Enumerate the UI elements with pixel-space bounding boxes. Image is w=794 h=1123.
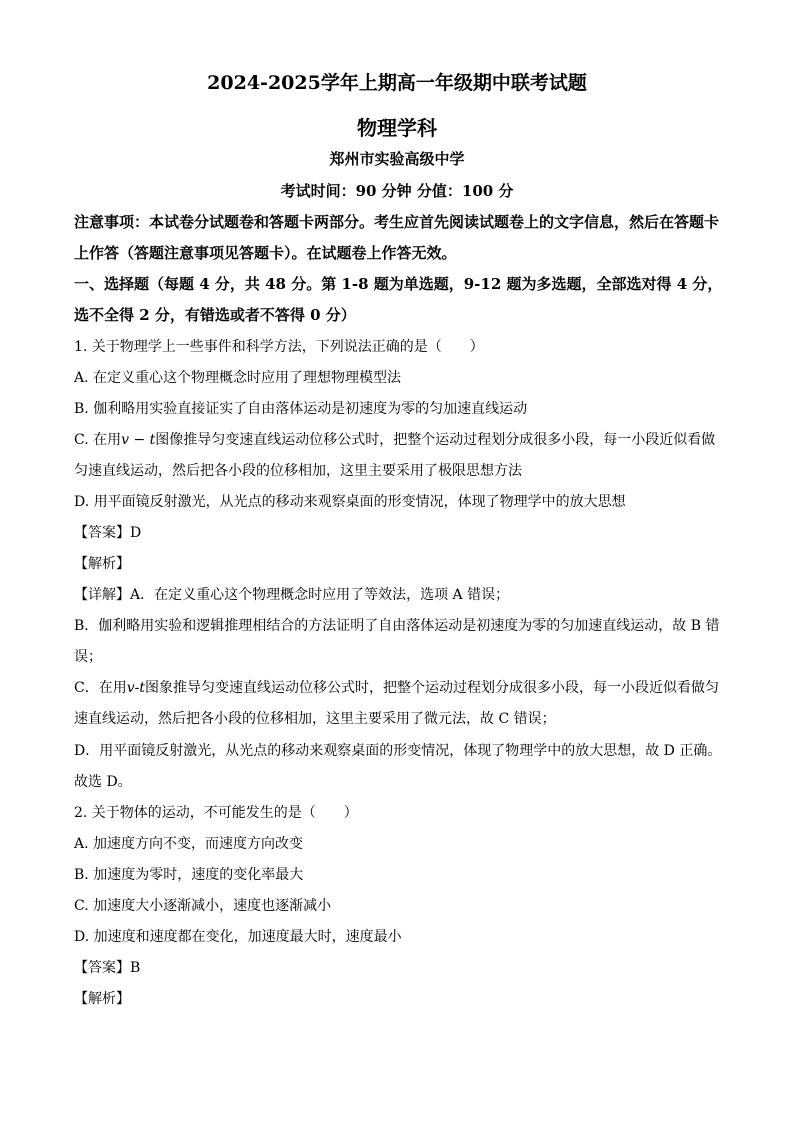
question-1-option-c-cont: 匀速直线运动，然后把各小段的位移相加，这里主要采用了极限思想方法 bbox=[74, 463, 522, 479]
question-1-detail-a: 【详解】A．在定义重心这个物理概念时应用了等效法，选项 A 错误； bbox=[74, 587, 510, 603]
question-1-analysis: 【解析】 bbox=[74, 556, 130, 572]
question-1-option-a: A. 在定义重心这个物理概念时应用了理想物理模型法 bbox=[74, 370, 402, 386]
math-vt-detail: v-t bbox=[126, 680, 145, 696]
notice: 注意事项：本试卷分试题卷和答题卡两部分。考生应首先阅读试题卷上的文字信息，然后在答题卡上作答（答题注意事项见答题卡）。在试题卷上作答无效。 bbox=[74, 213, 720, 262]
question-2-option-b: B. 加速度为零时，速度的变化率最大 bbox=[74, 867, 304, 883]
question-1-stem: 1. 关于物理学上一些事件和科学方法，下列说法正确的是（ ） bbox=[74, 339, 484, 355]
question-2-option-c: C. 加速度大小逐渐减小，速度也逐渐减小 bbox=[74, 898, 332, 914]
question-1-option-b: B. 伽利略用实验直接证实了自由落体运动是初速度为零的匀加速直线运动 bbox=[74, 401, 528, 417]
question-1-option-c: C. 在用v − t图像推导匀变速直线运动位移公式时，把整个运动过程划分成很多小段，每一小段近似看做 bbox=[74, 432, 716, 448]
question-1-detail-d: D．用平面镜反射激光，从光点的移动来观察桌面的形变情况，体现了物理学中的放大思想，故 D 正确。 bbox=[74, 743, 722, 759]
question-1-conclusion: 故选 D。 bbox=[74, 774, 132, 790]
question-2-answer: 【答案】B bbox=[74, 960, 141, 976]
math-vt: v − t bbox=[121, 432, 156, 448]
exam-title: 2024-2025学年上期高一年级期中联考试题 bbox=[207, 72, 587, 94]
exam-info: 考试时间：90 分钟 分值：100 分 bbox=[280, 182, 514, 200]
question-2-stem: 2. 关于物体的运动，不可能发生的是（ ） bbox=[74, 805, 358, 821]
subject-title: 物理学科 bbox=[357, 116, 437, 140]
section-heading: 一、选择题（每题 4 分，共 48 分。第 1-8 题为单选题，9-12 题为多选题，全部选对得 4 分，选不全得 2 分，有错选或者不答得 0 分） bbox=[74, 275, 723, 324]
question-1-detail-b: B．伽利略用实验和逻辑推理相结合的方法证明了自由落体运动是初速度为零的匀加速直线运动，故 B 错误； bbox=[74, 618, 720, 665]
question-2-analysis: 【解析】 bbox=[74, 991, 130, 1007]
question-1-answer: 【答案】D bbox=[74, 525, 142, 541]
question-1-option-d: D. 用平面镜反射激光，从光点的移动来观察桌面的形变情况，体现了物理学中的放大思想 bbox=[74, 494, 626, 510]
question-2-option-d: D. 加速度和速度都在变化，加速度最大时，速度最小 bbox=[74, 929, 402, 945]
question-1-detail-c: C．在用v-t图象推导匀变速直线运动位移公式时，把整个运动过程划分成很多小段，每一小段近似看做匀速直线运动，然后把各小段的位移相加，这里主要采用了微元法，故 C 错误； bbox=[74, 680, 719, 727]
question-2-option-a: A. 加速度方向不变，而速度方向改变 bbox=[74, 836, 304, 852]
school-name: 郑州市实验高级中学 bbox=[329, 150, 465, 168]
